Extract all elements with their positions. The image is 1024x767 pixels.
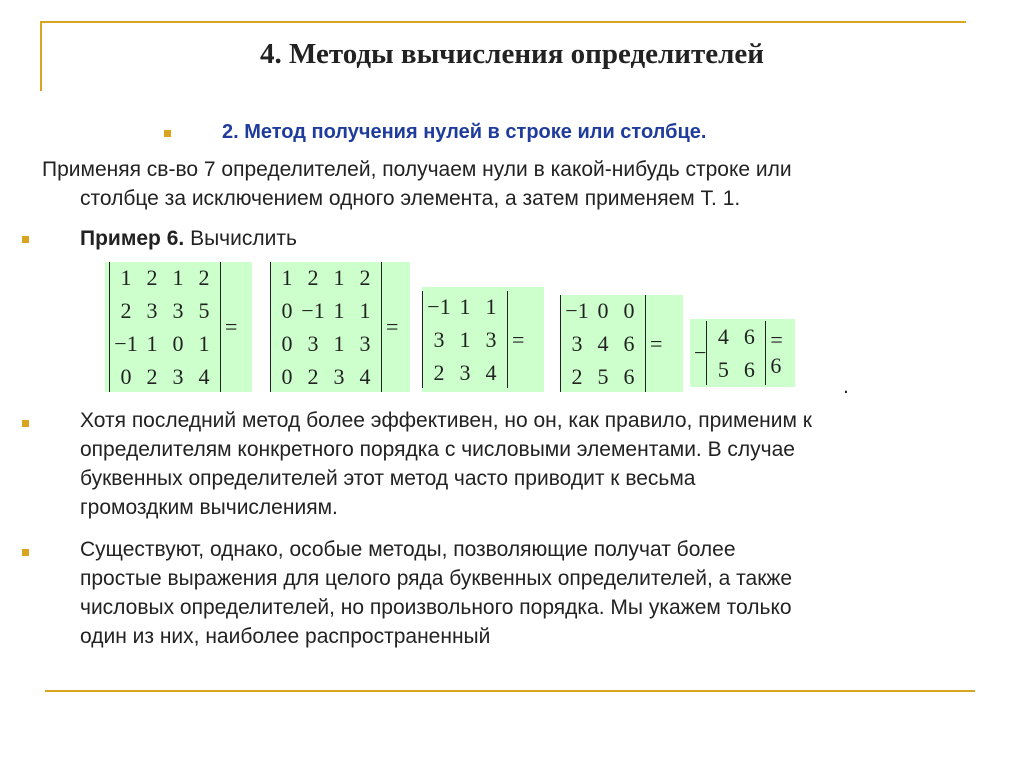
matrix-cell: 1 — [333, 265, 345, 290]
matrix-cell: 3 — [172, 364, 184, 389]
para1-line: громоздким вычислениям. — [80, 496, 338, 519]
para2-line: простые выражения для целого ряда буквенных определителей, а также — [80, 567, 793, 590]
matrix-cell: 0 — [623, 298, 635, 323]
matrix-cell: 1 — [485, 294, 497, 319]
para2-line: числовых определителей, но произвольного порядка. Мы укажем только — [80, 596, 792, 619]
matrix-cell: 2 — [146, 364, 158, 389]
intro-line-1: Применяя св-во 7 определителей, получаем нули в какой-нибудь строке или — [42, 158, 792, 181]
para2 — [80, 535, 792, 651]
matrix-cell: 3 — [333, 364, 345, 389]
matrix-cell: 6 — [623, 364, 635, 389]
matrix-cell: 3 — [146, 298, 158, 323]
equals-sign: = — [225, 314, 238, 339]
matrix-cell: 1 — [146, 331, 158, 356]
matrix-cell: 4 — [485, 360, 497, 385]
matrix-cell: −1 — [427, 294, 451, 319]
equals-sign: = — [512, 326, 525, 352]
matrix-cell: 6 — [623, 331, 635, 356]
matrix-cell: 2 — [307, 364, 319, 389]
para1-line: Хотя последний метод более эффективен, но он, как правило, применим к — [80, 409, 812, 432]
matrix-cell: 4 — [597, 331, 609, 356]
matrix-cell: 1 — [281, 265, 293, 290]
matrix-cell: 1 — [198, 331, 210, 356]
matrix-cell: 5 — [717, 357, 729, 382]
matrix-cell: 1 — [359, 298, 371, 323]
para1-line: определителям конкретного порядка с числовыми элементами. В случае — [80, 438, 795, 461]
subtitle: 2. Метод получения нулей в строке или столбце. — [222, 121, 707, 143]
matrix-cell: 0 — [172, 331, 184, 356]
determinant-grid — [706, 321, 766, 385]
matrix-cell: 1 — [459, 327, 471, 352]
matrix-cell: 2 — [307, 265, 319, 290]
top-rule — [40, 21, 966, 23]
matrix-cell: 2 — [198, 265, 210, 290]
determinant-grid — [109, 262, 221, 392]
matrix-cell: 3 — [172, 298, 184, 323]
slide-title: 4. Методы вычисления определителей — [259, 38, 764, 70]
matrix-cell: 0 — [597, 298, 609, 323]
det-5 — [690, 319, 795, 387]
determinant-grid — [422, 291, 508, 388]
example-text: Вычислить — [190, 227, 297, 250]
matrix-cell: 2 — [120, 298, 132, 323]
bottom-rule — [45, 690, 975, 692]
matrix-cell: 5 — [198, 298, 210, 323]
bullet-icon — [22, 236, 29, 243]
det-1 — [105, 262, 252, 392]
matrix-cell: 1 — [120, 265, 132, 290]
matrix-cell: −1 — [565, 298, 589, 323]
matrix-cell: 3 — [359, 331, 371, 356]
matrix-cell: 1 — [172, 265, 184, 290]
matrix-cell: 3 — [459, 360, 471, 385]
example-line — [80, 224, 297, 253]
det-4 — [560, 295, 683, 392]
matrix-cell: 0 — [281, 331, 293, 356]
matrix-cell: 3 — [307, 331, 319, 356]
matrix-cell: 1 — [459, 294, 471, 319]
matrix-cell: 3 — [433, 327, 445, 352]
matrix-cell: 2 — [359, 265, 371, 290]
matrix-cell: 2 — [571, 364, 583, 389]
matrix-cell: 4 — [359, 364, 371, 389]
para1-line: буквенных определителей этот метод часто приводит к весьма — [80, 467, 696, 490]
matrix-cell: 4 — [198, 364, 210, 389]
bullet-icon — [164, 130, 171, 137]
matrix-cell: −1 — [114, 331, 138, 356]
para2-line: один из них, наиболее распространенный — [80, 625, 491, 648]
equals-sign: = 6 — [770, 327, 783, 378]
matrix-cell: 2 — [146, 265, 158, 290]
matrix-cell: 0 — [281, 364, 293, 389]
matrix-cell: 3 — [485, 327, 497, 352]
matrix-cell: 2 — [433, 360, 445, 385]
determinant-grid — [270, 262, 382, 392]
bullet-icon — [22, 549, 29, 556]
equals-sign: = — [386, 314, 399, 339]
example-label: Пример 6. — [80, 227, 185, 250]
para2-line: Существуют, однако, особые методы, позволяющие получат более — [80, 538, 736, 561]
trailing-dot: . — [843, 375, 849, 398]
matrix-cell: 0 — [281, 298, 293, 323]
matrix-cell: 6 — [743, 357, 755, 382]
matrix-cell: 3 — [571, 331, 583, 356]
det-3 — [422, 287, 544, 392]
matrix-cell: 6 — [743, 324, 755, 349]
matrix-cell: 1 — [333, 331, 345, 356]
matrix-cell: 5 — [597, 364, 609, 389]
matrix-cell: 0 — [120, 364, 132, 389]
matrix-cell: 1 — [333, 298, 345, 323]
minus-sign: − — [694, 340, 707, 365]
bullet-icon — [22, 420, 29, 427]
para1 — [80, 406, 812, 522]
determinant-grid — [560, 295, 646, 392]
matrix-cell: −1 — [301, 298, 325, 323]
intro-line-2: столбце за исключением одного элемента, а затем применяем Т. 1. — [80, 187, 741, 210]
det-2 — [270, 262, 410, 392]
matrix-cell: 4 — [717, 324, 729, 349]
equals-sign: = — [650, 330, 663, 356]
